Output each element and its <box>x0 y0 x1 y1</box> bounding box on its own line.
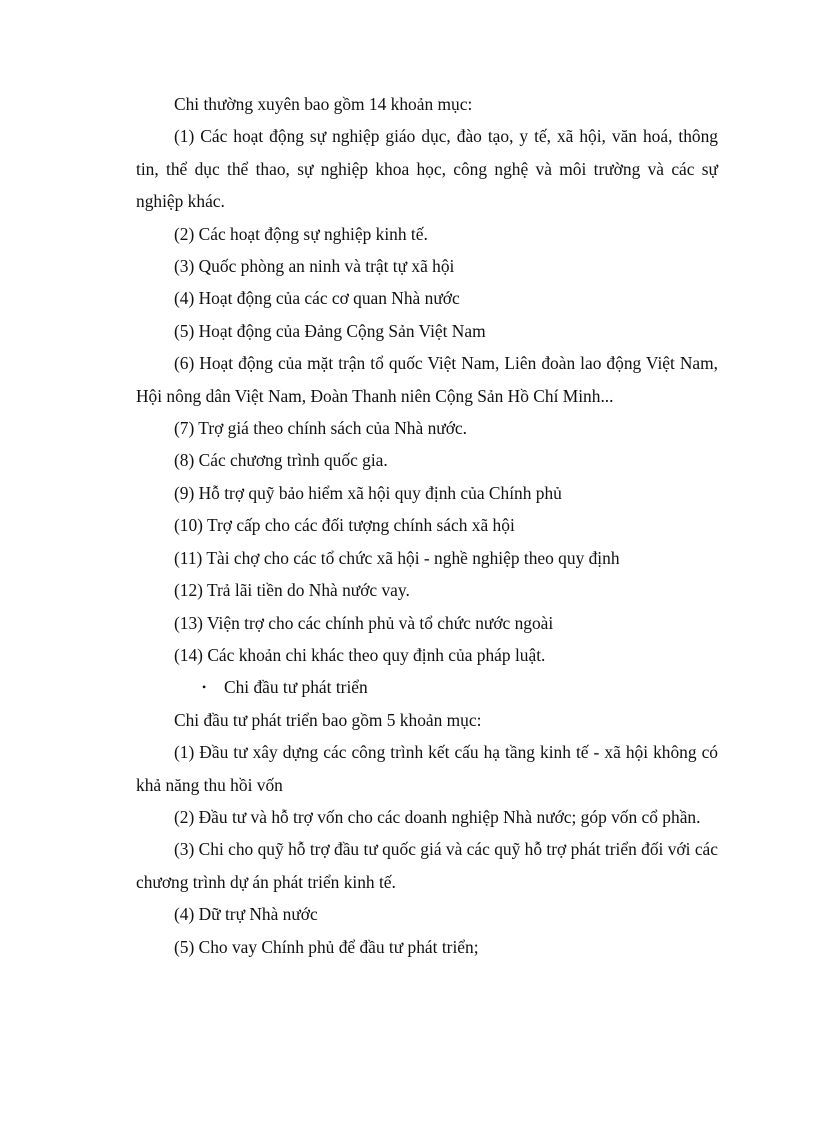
recurrent-item-7: (7) Trợ giá theo chính sách của Nhà nước. <box>174 418 467 439</box>
document-page <box>136 88 718 963</box>
development-item-4: (4) Dữ trự Nhà nước <box>174 904 318 925</box>
recurrent-item-3: (3) Quốc phòng an ninh và trật tự xã hội <box>174 256 455 277</box>
recurrent-item-2: (2) Các hoạt động sự nghiệp kinh tế. <box>174 223 428 244</box>
recurrent-item-13: (13) Viện trợ cho các chính phủ và tổ chức nước ngoài <box>174 612 554 633</box>
development-item-5: (5) Cho vay Chính phủ để đầu tư phát triển; <box>174 936 479 957</box>
recurrent-item-11: (11) Tài chợ cho các tổ chức xã hội - nghề nghiệp theo quy định <box>174 547 620 568</box>
recurrent-item-12: (12) Trả lãi tiền do Nhà nước vay. <box>174 580 410 601</box>
development-spending-intro: Chi đầu tư phát triển bao gồm 5 khoản mục: <box>174 709 482 730</box>
recurrent-item-14: (14) Các khoản chi khác theo quy định của pháp luật. <box>174 644 546 665</box>
development-item-1: (1) Đầu tư xây dựng các công trình kết cấu hạ tầng kinh tế - xã hội không có khả năng thu hồi vốn <box>136 742 718 795</box>
recurrent-item-4: (4) Hoạt động của các cơ quan Nhà nước <box>174 288 460 309</box>
recurrent-item-9: (9) Hỗ trợ quỹ bảo hiểm xã hội quy định của Chính phủ <box>174 482 562 503</box>
recurrent-item-10: (10) Trợ cấp cho các đối tượng chính sách xã hội <box>174 515 515 536</box>
development-item-2: (2) Đầu tư và hỗ trợ vốn cho các doanh nghiệp Nhà nước; góp vốn cổ phần. <box>174 806 701 827</box>
recurrent-item-8: (8) Các chương trình quốc gia. <box>174 450 388 471</box>
bullet-icon: • <box>202 680 207 695</box>
recurrent-item-5: (5) Hoạt động của Đảng Cộng Sản Việt Nam <box>174 320 486 341</box>
recurrent-item-6: (6) Hoạt động của mặt trận tổ quốc Việt Nam, Liên đoàn lao động Việt Nam, Hội nông dân Việt Nam, Đoàn Thanh niên Cộng Sản Hồ Chí Minh... <box>136 353 718 406</box>
development-item-3: (3) Chi cho quỹ hỗ trợ đầu tư quốc giá và các quỹ hỗ trợ phát triển đối với các chương trình dự án phát triển kinh tế. <box>136 839 718 892</box>
recurrent-item-1: (1) Các hoạt động sự nghiệp giáo dục, đào tạo, y tế, xã hội, văn hoá, thông tin, thể dục thể thao, sự nghiệp khoa học, công nghệ và môi trường và các sự nghiệp khác. <box>136 126 718 212</box>
development-spending-heading: Chi đầu tư phát triển <box>224 677 368 698</box>
recurrent-spending-intro: Chi thường xuyên bao gồm 14 khoản mục: <box>174 94 473 114</box>
development-spending-bullet <box>136 671 718 703</box>
